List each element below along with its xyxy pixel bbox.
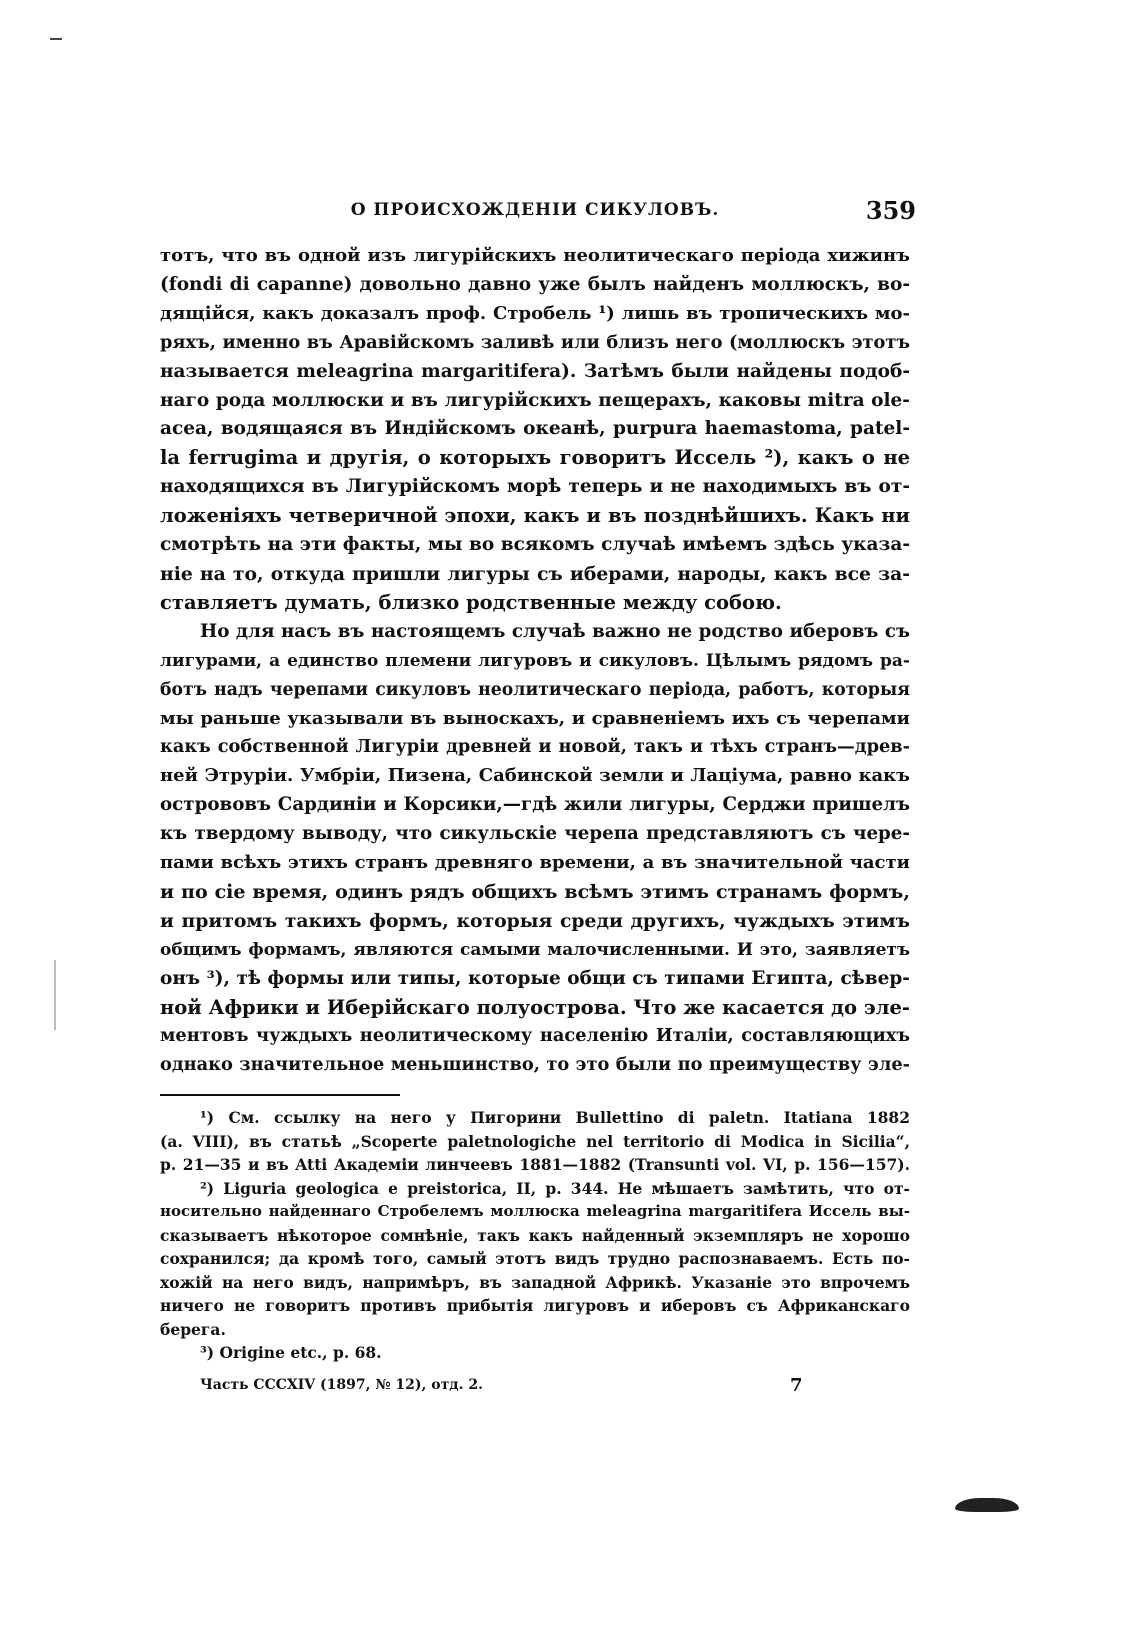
page-number: 359 [865, 196, 916, 225]
running-head: О ПРОИСХОЖДЕНІИ СИКУЛОВЪ. [350, 200, 720, 220]
footnote-line: ²) Liguria geologica e preistorica, II, p. 344. Не мѣшаетъ замѣтить, что от- [200, 1178, 910, 1198]
body-line: ной Африки и Иберійскаго полуострова. Что же касается до эле- [160, 995, 910, 1019]
footnote-line: берега. [160, 1319, 226, 1339]
footnote-line: сказываетъ нѣкоторое сомнѣніе, такъ какъ найденный экземпляръ не хорошо [160, 1225, 910, 1245]
scan-mark-left-margin [54, 960, 56, 1030]
body-text [160, 242, 910, 1080]
body-line: острововъ Сардиніи и Корсики,—гдѣ жили лигуры, Серджи пришелъ [160, 794, 910, 816]
footnote-line: носительно найденнаго Стробелемъ моллюска meleagrina margaritifera Иссель вы- [160, 1202, 910, 1221]
sheet-number: 7 [790, 1374, 803, 1396]
body-line: пами всѣхъ этихъ странъ древняго времени, а въ значительной части [160, 852, 910, 874]
body-line: ставляетъ думать, близко родственные между собою. [160, 590, 782, 614]
footnote-line: p. 21—35 и въ Atti Академіи линчеевъ 1881—1882 (Transunti vol. VI, p. 156—157). [160, 1155, 910, 1175]
printer-signature: Часть CCCXIV (1897, № 12), отд. 2. [200, 1376, 483, 1393]
footnotes [160, 1106, 910, 1365]
body-line: (fondi di capanne) довольно давно уже былъ найденъ моллюскъ, во- [160, 273, 910, 295]
document-page [160, 196, 916, 1405]
body-line: общимъ формамъ, являются самыми малочисленными. И это, заявляетъ [160, 939, 910, 960]
body-line: ботъ надъ черепами сикуловъ неолитическаго періода, работъ, которыя [160, 679, 910, 700]
scan-smudge [955, 1498, 1019, 1512]
body-line: ніе на то, откуда пришли лигуры съ иберами, народы, какъ все за- [160, 562, 910, 585]
body-line: къ твердому выводу, что сикульскіе черепа представляютъ съ чере- [160, 823, 910, 845]
body-line: и по сіе время, одинъ рядъ общихъ всѣмъ этимъ странамъ формъ, [160, 880, 910, 903]
body-line: мы раньше указывали въ выноскахъ, и сравненіемъ ихъ съ черепами [160, 707, 910, 729]
body-line: ментовъ чуждыхъ неолитическому населенію Италіи, составляющихъ [160, 1025, 910, 1047]
body-line: и притомъ такихъ формъ, которыя среди другихъ, чуждыхъ этимъ [160, 909, 910, 932]
scan-mark-top-left [50, 38, 62, 40]
page-footer [160, 1375, 910, 1405]
page-header [160, 196, 916, 234]
body-line: онъ ³), тѣ формы или типы, которые общи съ типами Египта, сѣвер- [160, 967, 910, 989]
footnote-divider [160, 1094, 400, 1096]
body-line: находящихся въ Лигурійскомъ морѣ теперь и не находимыхъ въ от- [160, 476, 910, 498]
body-line: ней Этруріи. Умбріи, Пизена, Сабинской земли и Лаціума, равно какъ [160, 765, 910, 787]
footnote-line: ¹) См. ссылку на него у Пигорини Bullettino di paletn. Itatiana 1882 [200, 1108, 910, 1128]
body-line: дящійся, какъ доказалъ проф. Стробель ¹) лишь въ тропическихъ мо- [160, 302, 910, 324]
body-line: ложеніяхъ четверичной эпохи, какъ и въ позднѣйшихъ. Какъ ни [160, 504, 910, 528]
body-line: однако значительное меньшинство, то это были по преимуществу эле- [160, 1054, 910, 1076]
footnote-line: хожій на него видъ, напримѣръ, въ западной Африкѣ. Указаніе это впрочемъ [160, 1272, 910, 1292]
footnote-line: сохранился; да кромѣ того, самый этотъ видъ трудно распознаваемъ. Есть по- [160, 1249, 910, 1269]
body-line: какъ собственной Лигуріи древней и новой, такъ и тѣхъ странъ—древ- [160, 736, 910, 758]
body-line: смотрѣть на эти факты, мы во всякомъ случаѣ имѣемъ здѣсь указа- [160, 534, 910, 556]
body-line: acea, водящаяся въ Индійскомъ океанѣ, purpura haemastoma, patel- [160, 418, 910, 440]
body-line: ряхъ, именно въ Аравійскомъ заливѣ или близъ него (моллюскъ этотъ [160, 331, 910, 353]
footnote-line: ³) Origine etc., p. 68. [200, 1343, 382, 1363]
footnote-line: (a. VIII), въ статьѣ „Scoperte paletnologiche nel territorio di Modica in Sicilia“, [160, 1131, 910, 1151]
body-line: называется meleagrina margaritifera). Затѣмъ были найдены подоб- [160, 360, 910, 382]
body-line: тотъ, что въ одной изъ лигурійскихъ неолитическаго періода хижинъ [160, 245, 910, 266]
body-line: наго рода моллюски и въ лигурійскихъ пещерахъ, каковы mitra ole- [160, 389, 910, 411]
body-line: лигурами, а единство племени лигуровъ и сикуловъ. Цѣлымъ рядомъ ра- [160, 650, 910, 671]
footnote-line: ничего не говоритъ противъ прибытія лигуровъ и иберовъ съ Африканскаго [160, 1296, 910, 1316]
body-line: Но для насъ въ настоящемъ случаѣ важно не родство иберовъ съ [200, 620, 910, 642]
body-line: la ferrugima и другія, о которыхъ говоритъ Иссель ²), какъ о не [160, 446, 910, 470]
